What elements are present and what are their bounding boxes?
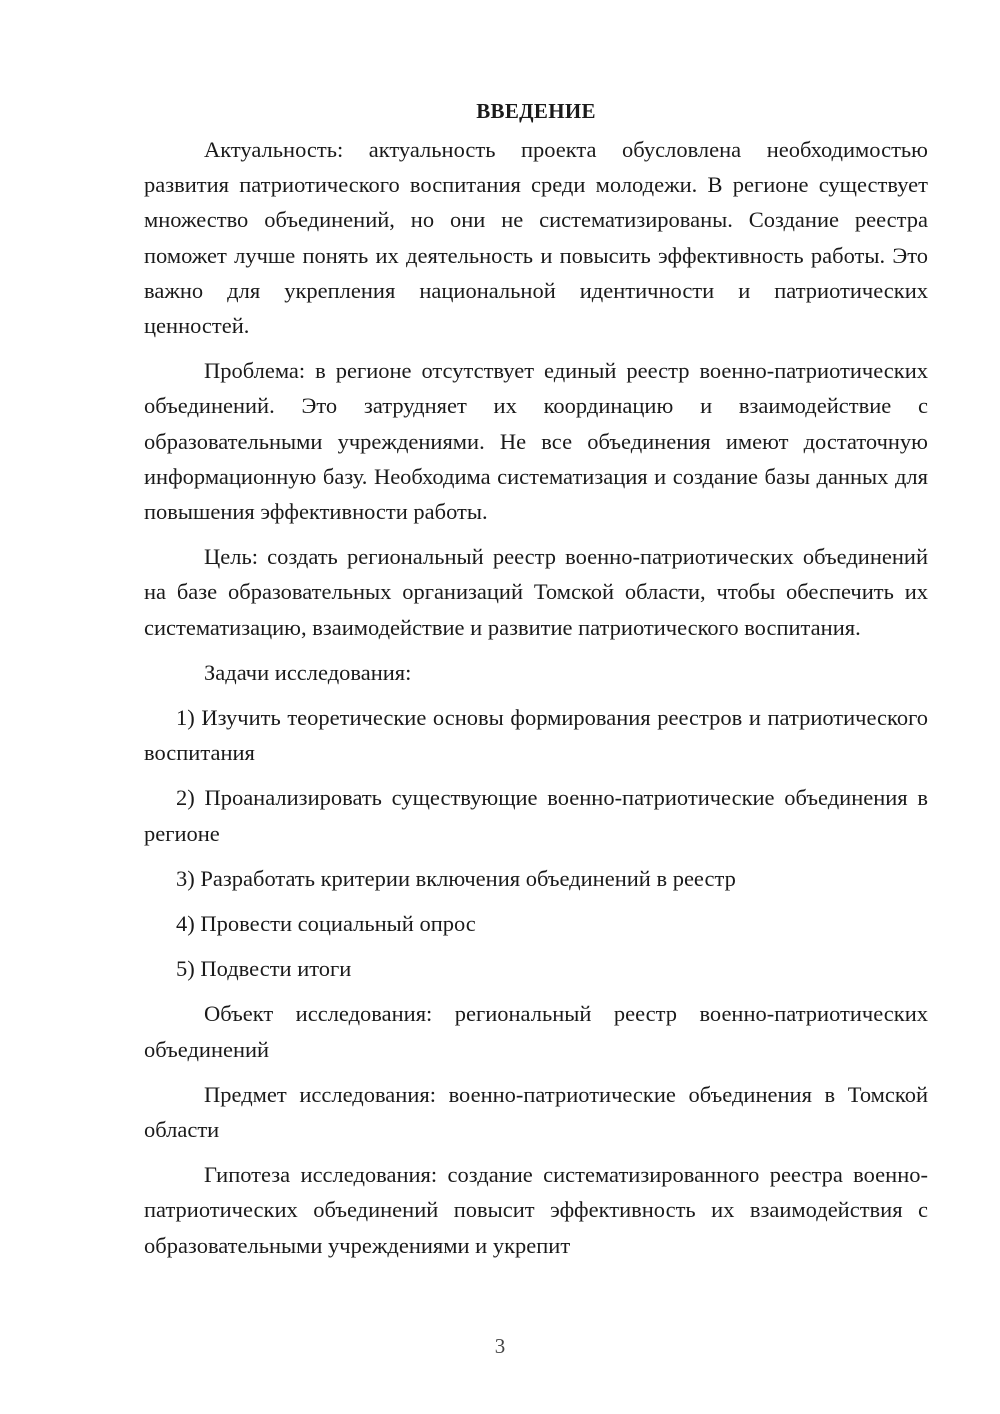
section-heading: ВВЕДЕНИЕ [476, 99, 596, 123]
task-item: 2) Проанализировать существующие военно-патриотические объединения в регионе [144, 785, 928, 846]
task-item: 3) Разработать критерии включения объединений в реестр [176, 865, 736, 891]
task-item: 1) Изучить теоретические основы формирования реестров и патриотического воспитания [144, 705, 928, 766]
paragraph-goal: Цель: создать региональный реестр военно-патриотических объединений на базе образовательных организаций Томской области, чтобы обеспечить их систематизацию, взаимодействие и развитие патриотического воспитания. [144, 544, 928, 640]
page-content [144, 96, 928, 1263]
tasks-title: Задачи исследования: [204, 659, 412, 685]
paragraph-subject: Предмет исследования: военно-патриотические объединения в Томской области [144, 1081, 928, 1143]
page-number: 3 [494, 1334, 506, 1358]
paragraph-object: Объект исследования: региональный реестр военно-патриотических объединений [144, 1001, 928, 1062]
task-item: 5) Подвести итоги [176, 956, 352, 982]
paragraph-hypothesis: Гипотеза исследования: создание систематизированного реестра военно-патриотических объединений повысит эффективность их взаимодействия с образовательными учреждениями и укрепит [144, 1162, 928, 1258]
task-item: 4) Провести социальный опрос [176, 911, 476, 937]
paragraph-problem: Проблема: в регионе отсутствует единый реестр военно-патриотических объединений. Это затрудняет их координацию и взаимодействие с образовательными учреждениями. Не все объединения имеют достаточную информационную базу. Необходима систематизация и создание базы данных для повышения эффективности работы. [144, 358, 928, 525]
paragraph-relevance: Актуальность: актуальность проекта обусловлена необходимостью развития патриотического воспитания среди молодежи. В регионе существует множество объединений, но они не систематизированы. Создание реестра поможет лучше понять их деятельность и повысить эффективность работы. Это важно для укрепления национальной идентичности и патриотических ценностей. [144, 137, 928, 339]
